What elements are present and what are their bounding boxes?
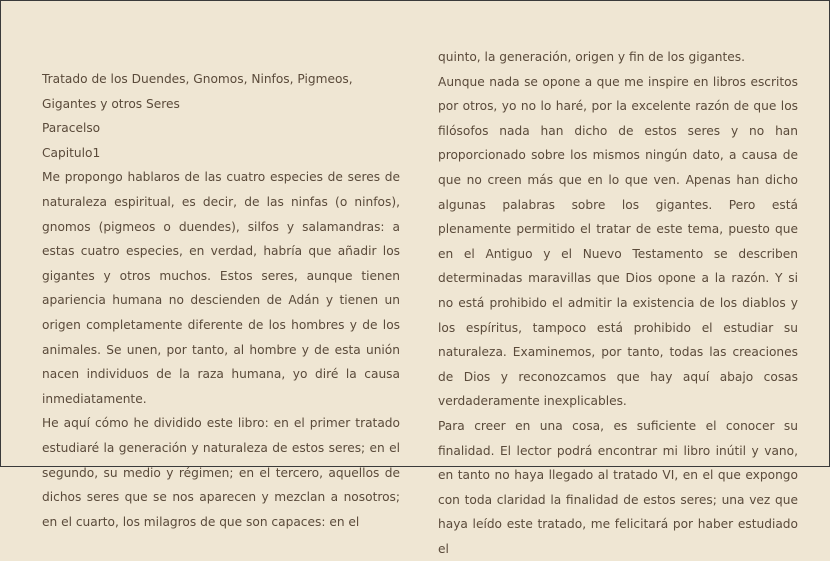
chapter-heading: Capitulo1	[42, 145, 101, 160]
right-paragraph-2: Para creer en una cosa, es suficiente el conocer su finalidad. El lector podrá encontrar mi libro inútil y vano, en tanto no haya llegado al tratado VI, en el que expongo con toda claridad la finalidad de estos seres; una vez que haya leído este tratado, me felicitará por haber estudiado el	[438, 418, 798, 556]
right-paragraph-1: Aunque nada se opone a que me inspire en libros escritos por otros, yo no lo haré, por la excelente razón de que los filósofos nada han dicho de estos seres y no han proporcionado sobre los mismos ningún dato, a causa de que no creen más que en lo que ven. Apenas han dicho algunas palabras sobre los gigantes. Pero está plenamente permitido el tratar de este tema, puesto que en el Antiguo y el Nuevo Testamento se describen determinadas maravillas que Dios opone a la razón. Y si no está prohibido el admitir la existencia de los diablos y los espíritus, tampoco está prohibido el estudiar su naturaleza. Examinemos, por tanto, todas las creaciones de Dios y reconozcamos que hay aquí abajo cosas verdaderamente inexplicables.	[438, 74, 798, 409]
book-title: Tratado de los Duendes, Gnomos, Ninfos, Pigmeos, Gigantes y otros Seres	[42, 72, 353, 111]
left-page[interactable]	[42, 0, 400, 529]
right-page[interactable]	[438, 0, 798, 556]
left-paragraph-1: Me propongo hablaros de las cuatro especies de seres de naturaleza espiritual, es decir, de las ninfas (o ninfos), gnomos (pigmeos o duendes), silfos y salamandras: a estas cuatro especies, en verdad, habría que añadir los gigantes y otros muchos. Estos seres, aunque tienen apariencia humana no descienden de Adán y tienen un origen completamente diferente de los hombres y de los animales. Se unen, por tanto, al hombre y de esta unión nacen individuos de la raza humana, yo diré la causa inmediatamente.	[42, 170, 400, 406]
left-paragraph-2: He aquí cómo he dividido este libro: en el primer tratado estudiaré la generación y naturaleza de estos seres; en el segundo, su medio y régimen; en el tercero, aquellos de dichos seres que se nos aparecen y mezclan a nosotros; en el cuarto, los milagros de que son capaces: en el	[42, 416, 400, 529]
book-author: Paracelso	[42, 121, 101, 136]
right-continuation: quinto, la generación, origen y fin de los gigantes.	[438, 50, 746, 64]
